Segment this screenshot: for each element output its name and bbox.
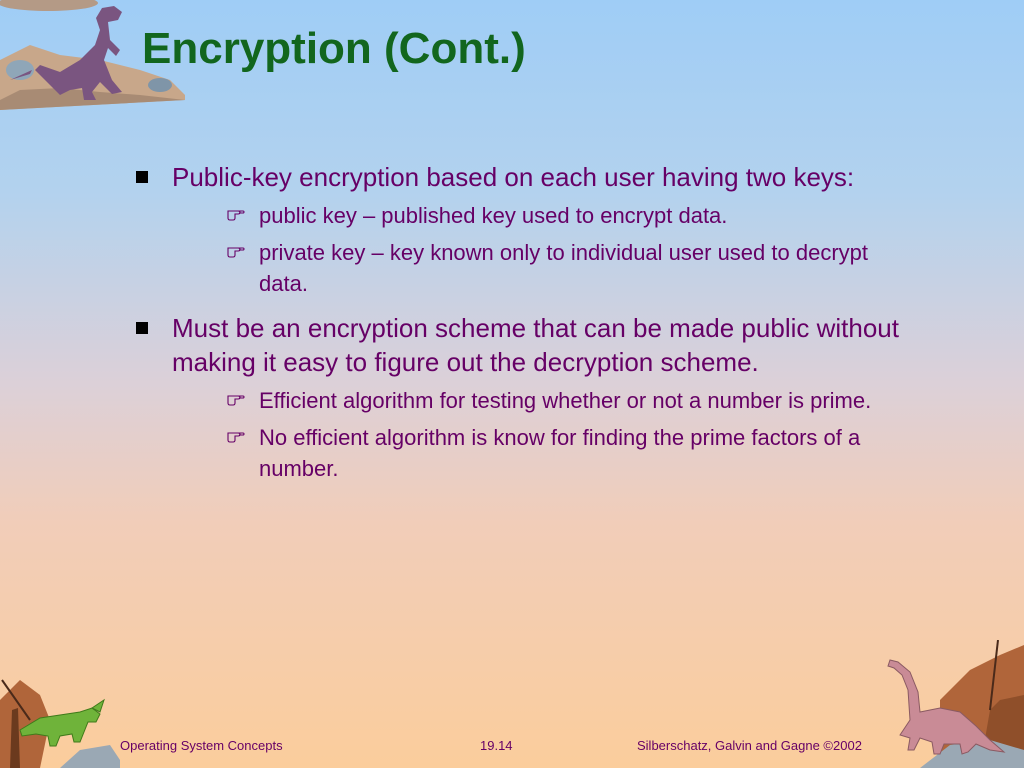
- sub-bullet-item: [217, 385, 900, 416]
- square-bullet-icon: [136, 171, 148, 183]
- bullet-item: [130, 311, 900, 484]
- sub-bullet-list: [172, 385, 900, 484]
- sub-bullet-item: [217, 200, 900, 231]
- sub-bullet-list: [172, 200, 900, 299]
- long-neck-dinosaur-icon: [880, 640, 1024, 768]
- square-bullet-icon: [136, 322, 148, 334]
- footer-authors: Silberschatz, Galvin and Gagne ©2002: [637, 738, 862, 753]
- sub-bullet-item: [217, 237, 900, 299]
- slide-title: Encryption (Cont.): [142, 24, 526, 73]
- footer-book-title: Operating System Concepts: [120, 738, 283, 753]
- sub-bullet-item: [217, 422, 900, 484]
- bullet-text: Public-key encryption based on each user having two keys:: [172, 162, 855, 192]
- bullet-text: Must be an encryption scheme that can be made public without making it easy to figure out the decryption scheme.: [172, 313, 899, 377]
- bullet-item: [130, 160, 900, 299]
- sub-bullet-text: private key – key known only to individual user used to decrypt data.: [259, 240, 868, 296]
- footer-slide-number: 19.14: [480, 738, 513, 753]
- sub-bullet-text: No efficient algorithm is know for finding the prime factors of a number.: [259, 425, 861, 481]
- pointing-hand-icon: [227, 427, 245, 443]
- sub-bullet-text: public key – published key used to encrypt data.: [259, 203, 728, 228]
- triceratops-dinosaur-icon: [0, 660, 120, 768]
- sub-bullet-text: Efficient algorithm for testing whether or not a number is prime.: [259, 388, 872, 413]
- pointing-hand-icon: [227, 242, 245, 258]
- pointing-hand-icon: [227, 390, 245, 406]
- pointing-hand-icon: [227, 205, 245, 221]
- slide-content: [130, 160, 900, 484]
